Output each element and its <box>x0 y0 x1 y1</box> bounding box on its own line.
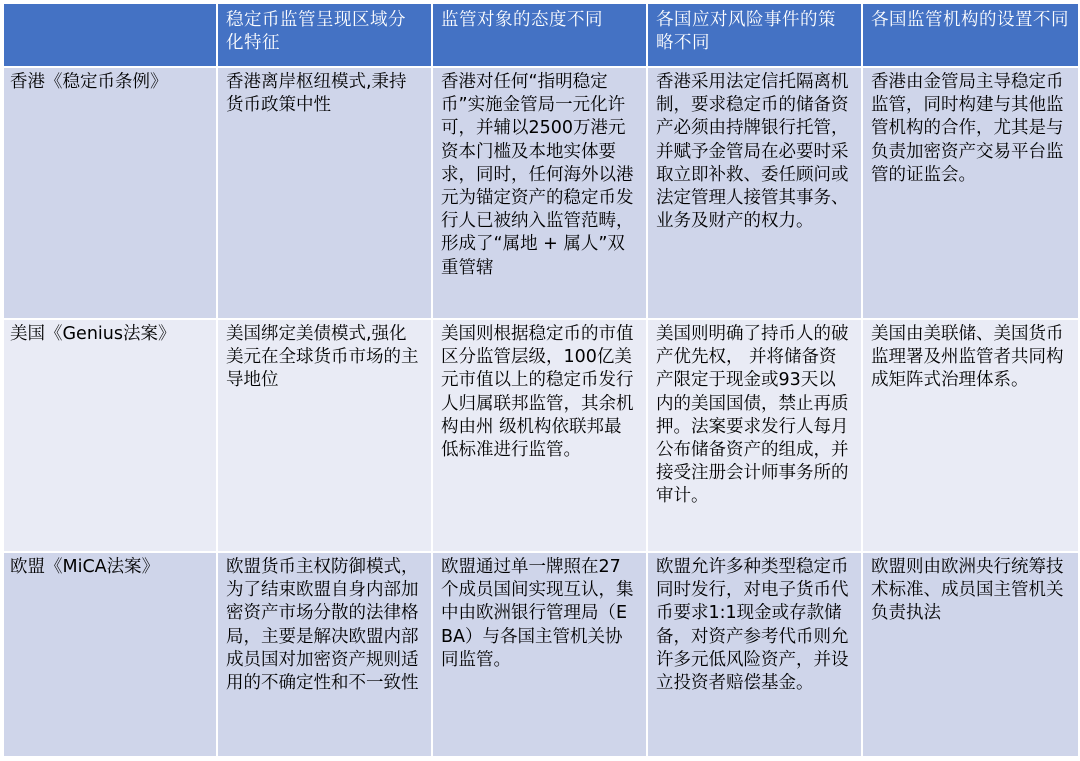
header-cell-regional-divergence: 稳定币监管呈现区域分化特征 <box>217 3 432 67</box>
table-row <box>3 319 1079 552</box>
table-cell: 美国绑定美债模式,强化美元在全球货币市场的主导地位 <box>217 319 432 552</box>
table-row <box>3 67 1079 319</box>
table-header <box>3 3 1079 67</box>
comparison-table-container <box>2 2 1078 758</box>
table-cell: 香港采用法定信托隔离机制，要求稳定币的储备资产必须由持牌银行托管，并赋予金管局在必要时采取立即补救、委任顾问或法定管理人接管其事务、业务及财产的权力。 <box>647 67 862 319</box>
table-cell: 香港由金管局主导稳定币监管，同时构建与其他监管机构的合作，尤其是与负责加密资产交易平台监管的证监会。 <box>862 67 1079 319</box>
row-label-eu: 欧盟《MiCA法案》 <box>3 552 217 757</box>
table-cell: 欧盟货币主权防御模式，为了结束欧盟自身内部加密资产市场分散的法律格局，主要是解决欧盟内部成员国对加密资产规则适用的不确定性和不一致性 <box>217 552 432 757</box>
row-label-usa: 美国《Genius法案》 <box>3 319 217 552</box>
table-cell: 欧盟允许多种类型稳定币同时发行，对电子货币代币要求1:1现金或存款储备，对资产参考代币则允许多元低风险资产，并设立投资者赔偿基金。 <box>647 552 862 757</box>
stablecoin-regulation-comparison-table <box>2 2 1080 758</box>
header-cell-risk-strategy: 各国应对风险事件的策略不同 <box>647 3 862 67</box>
header-cell-empty <box>3 3 217 67</box>
table-cell: 香港对任何“指明稳定币”实施金管局一元化许可，并辅以2500万港元资本门槛及本地实体要求，同时，任何海外以港元为锚定资产的稳定币发行人已被纳入监管范畴，形成了“属地 + 属人”双重管辖 <box>432 67 647 319</box>
header-cell-attitude-difference: 监管对象的态度不同 <box>432 3 647 67</box>
header-cell-regulator-setup: 各国监管机构的设置不同 <box>862 3 1079 67</box>
header-row <box>3 3 1079 67</box>
table-cell: 美国则明确了持币人的破产优先权， 并将储备资产限定于现金或93天以内的美国国债，禁止再质押。法案要求发行人每月公布储备资产的组成，并接受注册会计师事务所的审计。 <box>647 319 862 552</box>
table-cell: 欧盟则由欧洲央行统筹技术标准、成员国主管机关负责执法 <box>862 552 1079 757</box>
table-body <box>3 67 1079 757</box>
table-row <box>3 552 1079 757</box>
table-cell: 香港离岸枢纽模式,秉持货币政策中性 <box>217 67 432 319</box>
table-cell: 美国则根据稳定币的市值区分监管层级，100亿美元市值以上的稳定币发行人归属联邦监管，其余机构由州 级机构依联邦最低标准进行监管。 <box>432 319 647 552</box>
table-cell: 欧盟通过单一牌照在27个成员国间实现互认，集中由欧洲银行管理局（EBA）与各国主管机关协同监管。 <box>432 552 647 757</box>
table-cell: 美国由美联储、美国货币监理署及州监管者共同构成矩阵式治理体系。 <box>862 319 1079 552</box>
row-label-hongkong: 香港《稳定币条例》 <box>3 67 217 319</box>
